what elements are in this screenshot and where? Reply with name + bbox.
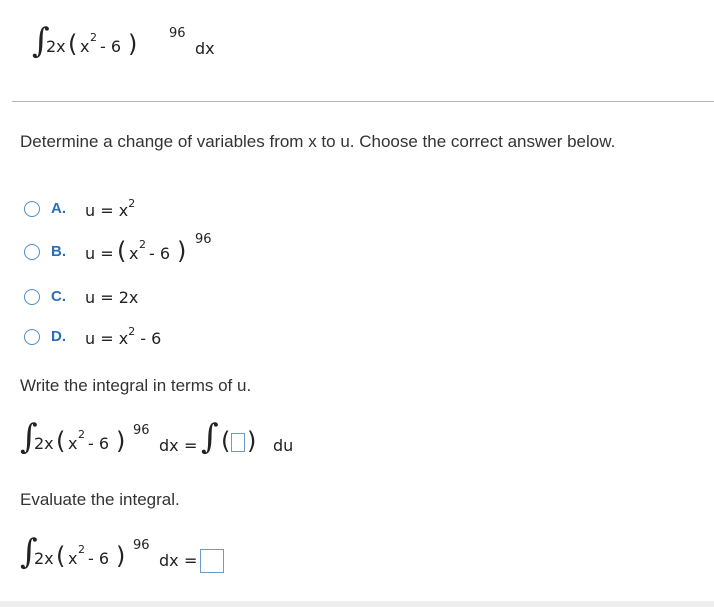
option-a-text <box>85 197 136 220</box>
option-c[interactable] <box>22 285 182 309</box>
part3-right-paren: ) <box>116 542 126 570</box>
part3-inner-base: x <box>68 549 78 568</box>
option-d-prefix: u = x <box>85 329 129 348</box>
part3-inner-exponent: 2 <box>78 543 85 556</box>
part2-inner-base: x <box>68 434 78 453</box>
bottom-bar <box>0 601 714 607</box>
differential: dx <box>195 39 215 58</box>
part2-outer-exponent: 96 <box>133 423 150 438</box>
option-b-inner-base: x <box>129 244 139 263</box>
part2-inner-exponent: 2 <box>78 428 85 441</box>
option-b-radio[interactable] <box>24 244 40 260</box>
option-b-left-paren: ( <box>117 237 127 265</box>
option-b-inner-constant: - 6 <box>149 244 171 263</box>
part2-prompt: Write the integral in terms of u. <box>20 376 252 395</box>
option-b-outer-exponent: 96 <box>195 232 212 247</box>
part2-left-paren: ( <box>56 427 66 455</box>
part3-answer-box[interactable] <box>200 549 224 573</box>
part2-answer-box[interactable] <box>231 433 245 452</box>
left-paren: ( <box>68 30 78 58</box>
part2-integral-sign-icon: ∫ <box>20 417 38 457</box>
option-a-letter: A. <box>51 200 66 217</box>
inner-exponent: 2 <box>90 31 97 44</box>
part3-equation <box>20 532 280 579</box>
integrand-coef: 2x <box>46 37 66 56</box>
part2-inner-constant: - 6 <box>88 434 110 453</box>
option-b-inner-exponent: 2 <box>139 238 146 251</box>
option-d[interactable] <box>22 322 202 348</box>
inner-base: x <box>80 37 90 56</box>
option-b-prefix: u = <box>85 244 114 263</box>
option-d-text <box>85 325 162 348</box>
part3-equals: = <box>184 551 198 570</box>
outer-exponent: 96 <box>169 26 186 41</box>
part2-rhs-differential: du <box>273 436 294 455</box>
option-b-letter: B. <box>51 243 66 260</box>
option-c-letter: C. <box>51 288 66 305</box>
part3-outer-exponent: 96 <box>133 538 150 553</box>
option-d-exponent: 2 <box>128 325 136 338</box>
part2-right-paren: ) <box>116 427 126 455</box>
option-c-text: u = 2x <box>85 288 139 307</box>
option-a[interactable] <box>22 196 182 222</box>
option-b[interactable] <box>22 232 242 266</box>
option-a-exponent: 2 <box>128 197 136 210</box>
option-a-radio[interactable] <box>24 201 40 217</box>
divider <box>12 101 714 102</box>
part3-left-paren: ( <box>56 542 66 570</box>
option-c-radio[interactable] <box>24 289 40 305</box>
option-b-right-paren: ) <box>177 237 187 265</box>
option-d-suffix: - 6 <box>140 329 162 348</box>
part2-equation <box>20 417 320 464</box>
part3-integral-sign-icon: ∫ <box>20 532 38 572</box>
part2-equals: = <box>184 436 198 455</box>
problem-integral <box>32 21 252 64</box>
part2-rhs-left-paren: ( <box>221 427 231 455</box>
option-d-letter: D. <box>51 328 66 345</box>
part3-integrand-coef: 2x <box>34 549 54 568</box>
option-a-prefix: u = x <box>85 201 129 220</box>
part2-integrand-coef: 2x <box>34 434 54 453</box>
part2-rhs-integral-sign-icon: ∫ <box>201 417 219 457</box>
part2-differential: dx <box>159 436 179 455</box>
right-paren: ) <box>128 30 138 58</box>
question-text: Determine a change of variables from x to u. Choose the correct answer below. <box>20 132 616 151</box>
integral-sign-icon: ∫ <box>32 21 50 61</box>
part3-differential: dx <box>159 551 179 570</box>
part3-inner-constant: - 6 <box>88 549 110 568</box>
part2-rhs-right-paren: ) <box>247 427 257 455</box>
inner-constant: - 6 <box>100 37 122 56</box>
option-d-radio[interactable] <box>24 329 40 345</box>
part3-prompt: Evaluate the integral. <box>20 490 180 509</box>
